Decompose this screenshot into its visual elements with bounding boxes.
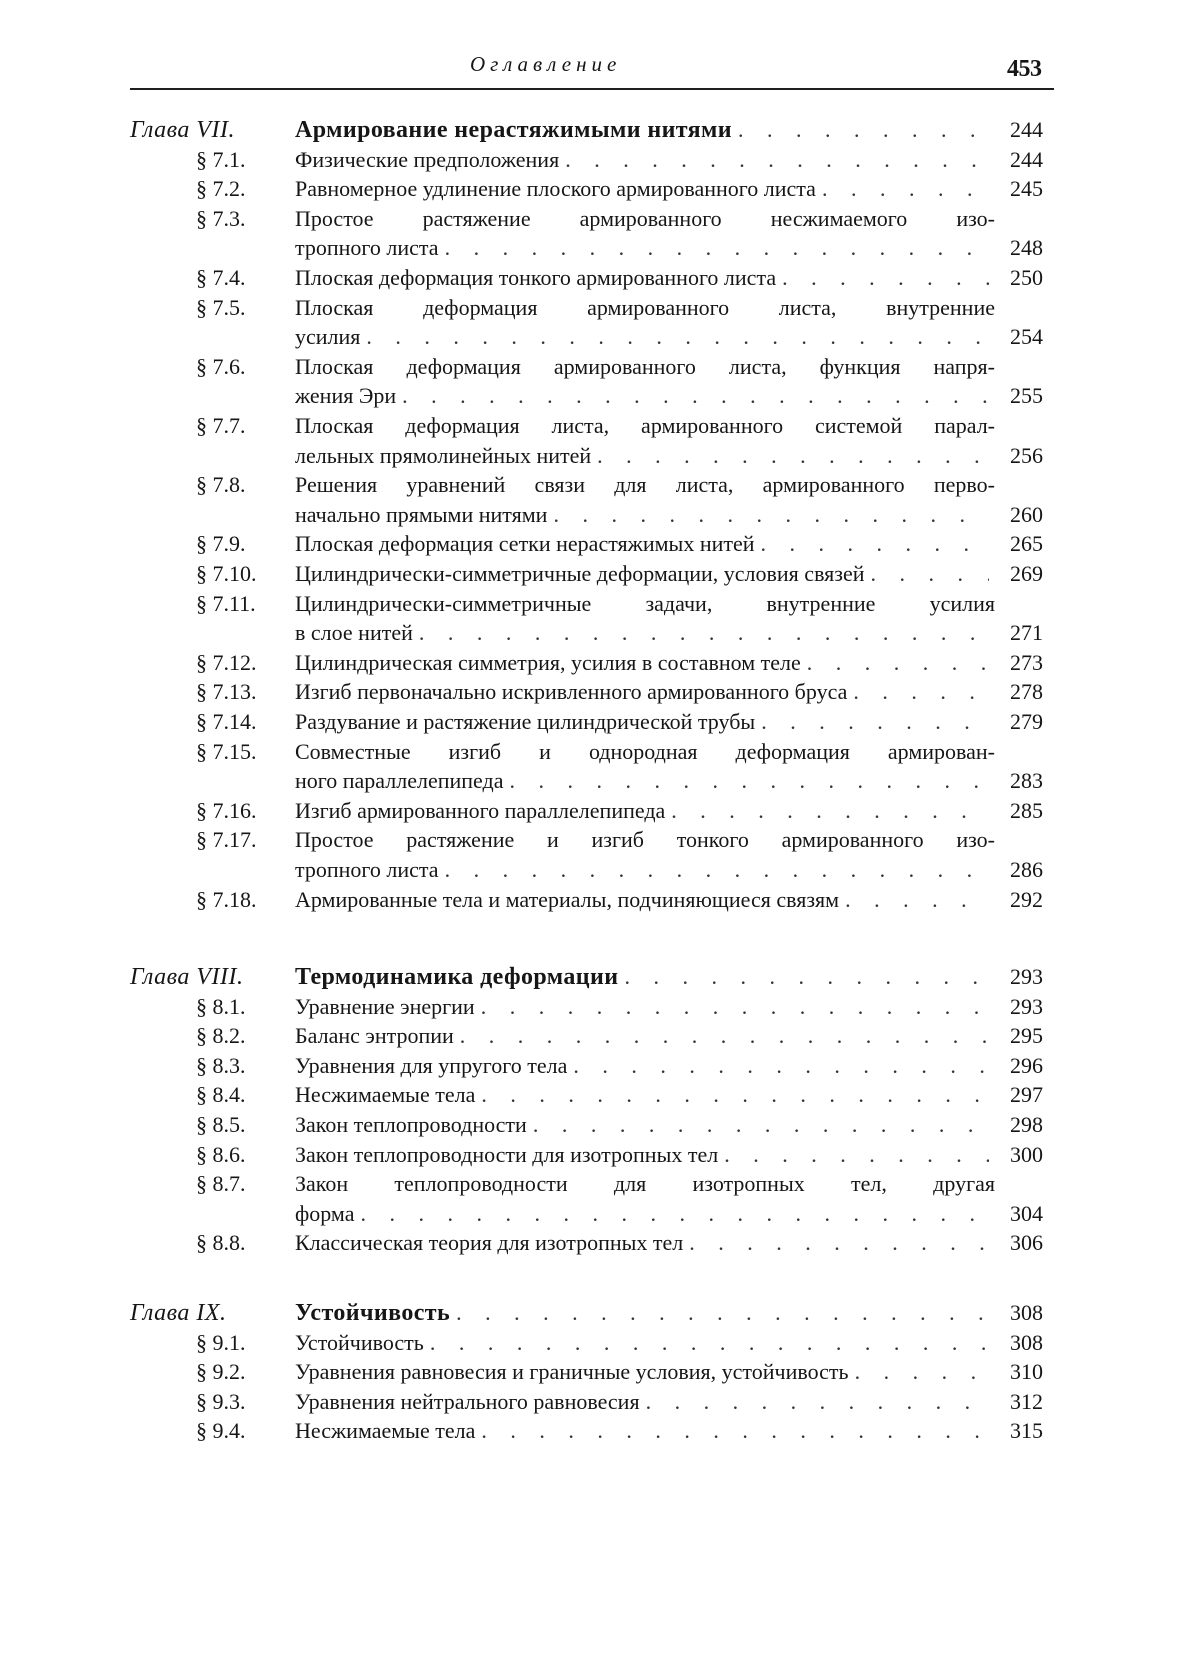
section-title: Армированные тела и материалы, подчиняющиеся связям xyxy=(295,886,840,912)
section-title-line1: Совместные изгиб и однородная деформация армирован- xyxy=(295,738,995,764)
leader-dots xyxy=(597,441,989,471)
chapter-title: Устойчивость xyxy=(295,1300,451,1326)
toc-entry xyxy=(295,1021,995,1051)
section-title-line1: Плоская деформация листа, армированного системой парал- xyxy=(295,413,995,438)
section-number: § 7.1. xyxy=(196,146,246,172)
section-title: Несжимаемые тела xyxy=(295,1418,476,1444)
toc-entry xyxy=(295,1199,995,1229)
page-ref: 308 xyxy=(1010,1300,1043,1325)
section-title: усилия xyxy=(295,324,361,350)
page-ref: 308 xyxy=(1010,1329,1043,1355)
toc-entry xyxy=(295,1140,995,1170)
section-number: § 8.2. xyxy=(196,1023,246,1049)
page-ref: 260 xyxy=(1010,501,1043,527)
section-number: § 8.7. xyxy=(196,1171,246,1197)
page-ref: 250 xyxy=(1010,265,1043,290)
toc-entry xyxy=(295,962,995,992)
page-ref: 306 xyxy=(1010,1230,1043,1256)
leader-dots xyxy=(402,381,989,411)
section-title: тропного листа xyxy=(295,857,439,882)
toc-entry xyxy=(295,233,995,263)
leader-dots xyxy=(533,1110,989,1140)
section-title: Изгиб первоначально искривленного армированного бруса xyxy=(295,679,848,705)
leader-dots xyxy=(456,1298,989,1328)
toc-entry xyxy=(295,707,995,737)
section-title: Плоская деформация сетки нерастяжимых нитей xyxy=(295,531,755,557)
chapter-label: Глава VII. xyxy=(130,117,236,143)
page-ref: 248 xyxy=(1010,235,1043,261)
leader-dots xyxy=(646,1387,989,1417)
toc-entry xyxy=(295,1328,995,1358)
section-title: Цилиндрическая симметрия, усилия в составном теле xyxy=(295,649,801,675)
section-number: § 7.5. xyxy=(196,294,246,320)
section-title: Баланс энтропии xyxy=(295,1023,454,1049)
toc-entry xyxy=(295,1357,995,1387)
leader-dots xyxy=(822,174,989,204)
section-number: § 7.14. xyxy=(196,709,257,734)
toc-entry xyxy=(295,322,995,352)
chapter-label: Глава IX. xyxy=(130,1300,227,1326)
toc-entry xyxy=(295,174,995,204)
section-number: § 9.1. xyxy=(196,1329,246,1355)
page-ref: 283 xyxy=(1010,768,1043,794)
page-ref: 296 xyxy=(1010,1052,1043,1078)
section-number: § 8.3. xyxy=(196,1052,246,1078)
page-ref: 310 xyxy=(1010,1359,1043,1385)
section-title: Классическая теория для изотропных тел xyxy=(295,1230,684,1256)
page-ref: 293 xyxy=(1010,964,1043,989)
section-number: § 7.16. xyxy=(196,797,257,823)
section-title: Несжимаемые тела xyxy=(295,1082,476,1108)
running-title: Оглавление xyxy=(470,52,622,76)
section-title-line1: Цилиндрически-симметричные задачи, внутренние усилия xyxy=(295,590,995,616)
section-number: § 9.3. xyxy=(196,1388,246,1414)
section-title-line1: Закон теплопроводности для изотропных тел, другая xyxy=(295,1171,995,1197)
section-number: § 7.3. xyxy=(196,205,246,231)
page-ref: 300 xyxy=(1010,1141,1043,1167)
page-ref: 298 xyxy=(1010,1112,1043,1137)
section-title: Уравнения для упругого тела xyxy=(295,1052,568,1078)
section-number: § 7.17. xyxy=(196,827,257,853)
section-title: начально прямыми нитями xyxy=(295,501,548,527)
toc-entry xyxy=(295,529,995,559)
section-number: § 8.4. xyxy=(196,1082,246,1108)
section-title: Закон теплопроводности для изотропных тел xyxy=(295,1141,719,1167)
leader-dots xyxy=(671,796,989,826)
section-title-line1: Простое растяжение армированного несжимаемого изо- xyxy=(295,205,995,231)
section-number: § 7.18. xyxy=(196,886,257,912)
leader-dots xyxy=(855,1357,989,1387)
toc-entry xyxy=(295,796,995,826)
leader-dots xyxy=(807,648,989,678)
section-number: § 7.7. xyxy=(196,413,246,438)
leader-dots xyxy=(509,766,989,796)
page-ref: 292 xyxy=(1010,886,1043,912)
toc-entry xyxy=(295,766,995,796)
leader-dots xyxy=(553,500,989,530)
section-number: § 7.11. xyxy=(196,590,256,616)
leader-dots xyxy=(624,962,989,992)
toc-entry xyxy=(295,1416,995,1446)
page-ref: 304 xyxy=(1010,1200,1043,1226)
page-ref: 312 xyxy=(1010,1388,1043,1414)
section-title-line1: Решения уравнений связи для листа, армированного перво- xyxy=(295,472,995,498)
section-title: Равномерное удлинение плоского армированного листа xyxy=(295,176,816,202)
leader-dots xyxy=(481,992,989,1022)
section-number: § 9.2. xyxy=(196,1359,246,1385)
leader-dots xyxy=(573,1051,989,1081)
chapter-label: Глава VIII. xyxy=(130,964,244,990)
toc-entry xyxy=(295,263,995,293)
section-number: § 7.12. xyxy=(196,649,257,675)
page-ref: 256 xyxy=(1010,442,1043,468)
section-title: в слое нитей xyxy=(295,620,413,646)
section-number: § 8.8. xyxy=(196,1230,246,1256)
toc-entry xyxy=(295,500,995,530)
toc-entry xyxy=(295,618,995,648)
section-title: ного параллелепипеда xyxy=(295,768,504,794)
toc-entry xyxy=(295,1298,995,1328)
page-ref: 295 xyxy=(1010,1023,1043,1049)
section-title: лельных прямолинейных нитей xyxy=(295,442,592,468)
chapter-title: Армирование нерастяжимыми нитями xyxy=(295,117,733,143)
section-number: § 8.1. xyxy=(196,993,246,1019)
section-number: § 7.2. xyxy=(196,176,246,202)
section-title: Устойчивость xyxy=(295,1329,424,1355)
section-number: § 7.15. xyxy=(196,738,257,764)
section-number: § 7.13. xyxy=(196,679,257,705)
page-ref: 285 xyxy=(1010,797,1043,823)
toc-entry xyxy=(295,885,995,915)
toc-entry xyxy=(295,648,995,678)
toc-entry xyxy=(295,1228,995,1258)
section-title: форма xyxy=(295,1200,355,1226)
page-number: 453 xyxy=(1007,56,1042,82)
section-title: Физические предположения xyxy=(295,146,560,172)
section-title: Закон теплопроводности xyxy=(295,1112,527,1137)
page-ref: 273 xyxy=(1010,649,1043,675)
page-ref: 286 xyxy=(1010,857,1043,882)
page-ref: 278 xyxy=(1010,679,1043,705)
section-number: § 8.6. xyxy=(196,1141,246,1167)
toc-entry xyxy=(295,855,995,885)
chapter-title: Термодинамика деформации xyxy=(295,964,619,990)
page-ref: 255 xyxy=(1010,383,1043,409)
toc-entry xyxy=(295,1051,995,1081)
section-title: Уравнение энергии xyxy=(295,993,475,1019)
toc-entry xyxy=(295,115,995,145)
leader-dots xyxy=(460,1021,989,1051)
page-ref: 293 xyxy=(1010,993,1043,1019)
section-number: § 7.6. xyxy=(196,353,246,379)
section-title-line1: Простое растяжение и изгиб тонкого армированного изо- xyxy=(295,827,995,853)
toc-entry xyxy=(295,677,995,707)
section-title: Цилиндрически-симметричные деформации, условия связей xyxy=(295,561,865,586)
page-ref: 244 xyxy=(1010,117,1043,142)
page-ref: 254 xyxy=(1010,324,1043,350)
section-title-line1: Плоская деформация армированного листа, внутренние xyxy=(295,294,995,320)
leader-dots xyxy=(689,1228,989,1258)
leader-dots xyxy=(419,618,989,648)
section-title: Изгиб армированного параллелепипеда xyxy=(295,797,666,823)
leader-dots xyxy=(481,1416,989,1446)
page-ref: 265 xyxy=(1010,531,1043,557)
toc-entry xyxy=(295,1110,995,1140)
leader-dots xyxy=(445,233,989,263)
page-ref: 244 xyxy=(1010,146,1043,172)
toc-entry xyxy=(295,145,995,175)
leader-dots xyxy=(845,885,989,915)
toc-entry xyxy=(295,559,995,589)
section-number: § 7.8. xyxy=(196,472,246,498)
section-title: жения Эри xyxy=(295,383,397,409)
leader-dots xyxy=(430,1328,989,1358)
page-ref: 297 xyxy=(1010,1082,1043,1108)
section-number: § 9.4. xyxy=(196,1418,246,1444)
section-title: Раздувание и растяжение цилиндрической трубы xyxy=(295,709,756,734)
toc-entry xyxy=(295,441,995,471)
section-title: Плоская деформация тонкого армированного листа xyxy=(295,265,777,290)
leader-dots xyxy=(565,145,989,175)
leader-dots xyxy=(366,322,989,352)
leader-dots xyxy=(724,1140,989,1170)
section-title: тропного листа xyxy=(295,235,439,261)
toc-entry xyxy=(295,1080,995,1110)
section-title-line1: Плоская деформация армированного листа, функция напря- xyxy=(295,353,995,379)
section-number: § 7.4. xyxy=(196,265,246,290)
leader-dots xyxy=(738,115,989,145)
leader-dots xyxy=(761,707,989,737)
page-ref: 271 xyxy=(1010,620,1043,646)
header-rule xyxy=(130,88,1054,90)
section-title: Уравнения нейтрального равновесия xyxy=(295,1388,640,1414)
leader-dots xyxy=(853,677,989,707)
page-ref: 315 xyxy=(1010,1418,1043,1444)
section-number: § 8.5. xyxy=(196,1112,246,1137)
leader-dots xyxy=(360,1199,989,1229)
section-title: Уравнения равновесия и граничные условия, устойчивость xyxy=(295,1359,849,1385)
page-ref: 279 xyxy=(1010,709,1043,734)
leader-dots xyxy=(871,559,989,589)
leader-dots xyxy=(782,263,989,293)
page-ref: 245 xyxy=(1010,176,1043,202)
page-ref: 269 xyxy=(1010,561,1043,586)
leader-dots xyxy=(761,529,989,559)
leader-dots xyxy=(481,1080,989,1110)
leader-dots xyxy=(445,855,989,885)
toc-entry xyxy=(295,992,995,1022)
toc-entry xyxy=(295,381,995,411)
toc-entry xyxy=(295,1387,995,1417)
section-number: § 7.9. xyxy=(196,531,246,557)
section-number: § 7.10. xyxy=(196,561,257,586)
